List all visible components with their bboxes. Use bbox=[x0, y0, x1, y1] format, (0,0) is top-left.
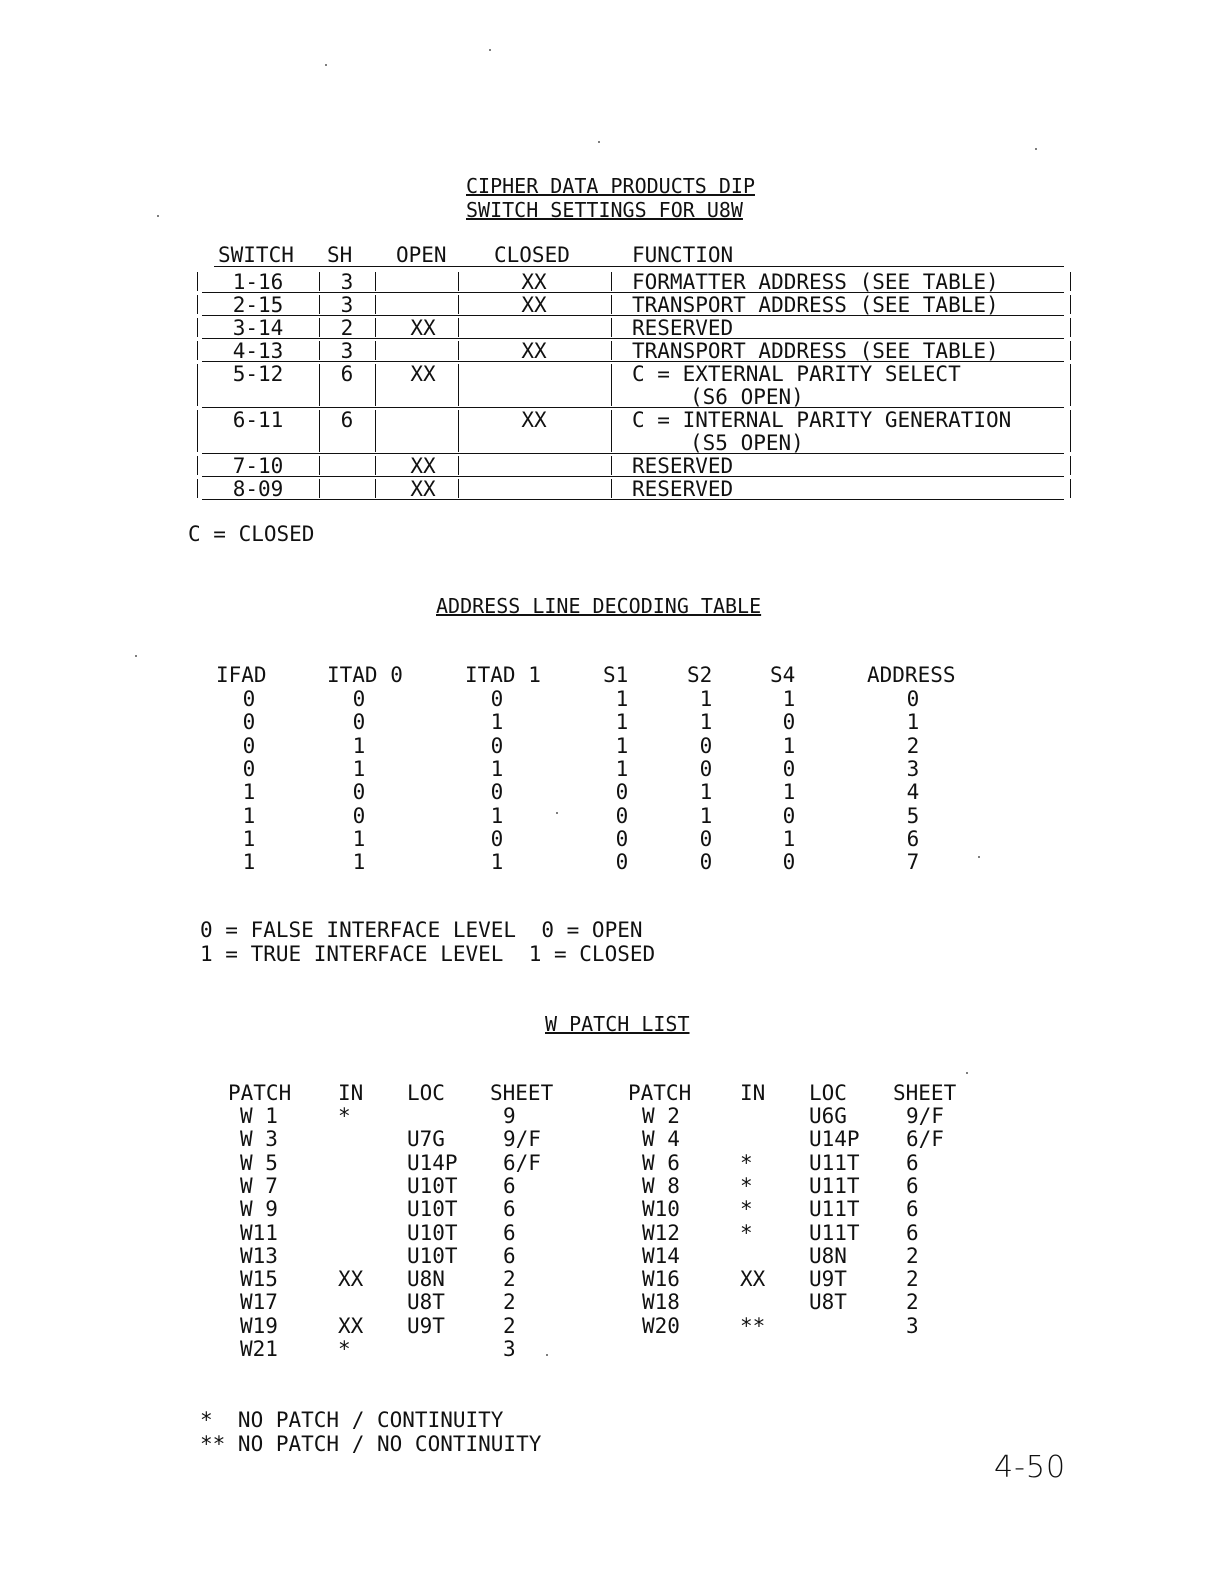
addr-s2-value: 0 bbox=[699, 826, 713, 851]
addr-s4-value: 1 bbox=[782, 687, 796, 711]
addr-address-value: 5 bbox=[906, 803, 920, 828]
column-rule bbox=[375, 272, 376, 291]
addr-itad1-value: 1 bbox=[490, 710, 504, 735]
left-patch-loc: U10T bbox=[407, 1243, 458, 1268]
right-patch-loc: U11T bbox=[809, 1220, 860, 1245]
addr-itad0-value: 1 bbox=[352, 850, 366, 875]
switch-id: 8-09 bbox=[232, 477, 284, 501]
addr-s4-value: 1 bbox=[782, 733, 796, 758]
left-patch-in: * bbox=[338, 1104, 351, 1128]
switch-sh: 3 bbox=[340, 339, 354, 363]
left-patch-patch: W 9 bbox=[240, 1197, 278, 1222]
header-underline bbox=[214, 266, 1064, 267]
speck bbox=[598, 141, 600, 143]
right-patch-patch: W 2 bbox=[642, 1104, 680, 1128]
left-patch-patch: W17 bbox=[240, 1290, 278, 1315]
column-rule bbox=[1070, 341, 1071, 360]
speck bbox=[546, 1354, 548, 1356]
column-rule bbox=[319, 364, 320, 406]
left-patch-loc: U10T bbox=[407, 1173, 458, 1198]
right-patch-patch: W20 bbox=[642, 1313, 680, 1338]
right-patch-patch: W14 bbox=[642, 1243, 680, 1268]
column-rule bbox=[319, 410, 320, 452]
right-patch-sheet: 2 bbox=[906, 1290, 919, 1315]
addr-s1-value: 0 bbox=[615, 803, 629, 828]
switch-id: 3-14 bbox=[232, 316, 284, 340]
switch-function: C = INTERNAL PARITY GENERATION bbox=[632, 408, 1012, 432]
switch-function: RESERVED bbox=[632, 477, 734, 501]
column-rule bbox=[375, 479, 376, 498]
addr-itad1-value: 0 bbox=[490, 780, 504, 805]
addr-ifad-value: 1 bbox=[242, 826, 256, 851]
speck bbox=[489, 49, 491, 51]
column-rule bbox=[458, 295, 459, 314]
switch-id: 4-13 bbox=[232, 339, 284, 363]
left-patch-loc: U7G bbox=[407, 1127, 445, 1152]
addr-s2-value: 0 bbox=[699, 756, 713, 781]
column-rule bbox=[197, 479, 198, 498]
addr-s1-value: 0 bbox=[615, 826, 629, 851]
column-rule bbox=[319, 295, 320, 314]
speck bbox=[966, 1072, 968, 1074]
switch-function: TRANSPORT ADDRESS (SEE TABLE) bbox=[632, 339, 999, 363]
addr-s1-value: 1 bbox=[615, 687, 629, 711]
column-rule bbox=[1070, 410, 1071, 452]
addr-itad0-value: 1 bbox=[352, 733, 366, 758]
right-header-loc: LOC bbox=[809, 1081, 847, 1105]
column-rule bbox=[1070, 318, 1071, 337]
addr-ifad-value: 0 bbox=[242, 756, 256, 781]
left-patch-sheet: 6/F bbox=[503, 1150, 541, 1175]
left-patch-patch: W 1 bbox=[240, 1104, 278, 1128]
switch-function: TRANSPORT ADDRESS (SEE TABLE) bbox=[632, 293, 999, 317]
left-header-loc: LOC bbox=[407, 1081, 445, 1105]
column-rule bbox=[375, 295, 376, 314]
addr-header-s1: S1 bbox=[603, 663, 629, 687]
left-patch-sheet: 6 bbox=[503, 1243, 516, 1268]
addr-ifad-value: 0 bbox=[242, 733, 256, 758]
addr-s4-value: 0 bbox=[782, 850, 796, 875]
column-rule bbox=[1070, 456, 1071, 475]
right-patch-loc: U8T bbox=[809, 1290, 847, 1315]
addr-ifad-value: 1 bbox=[242, 850, 256, 875]
footnote-continuity: * NO PATCH / CONTINUITY bbox=[200, 1408, 504, 1432]
left-patch-loc: U8N bbox=[407, 1267, 445, 1292]
left-header-in: IN bbox=[338, 1081, 364, 1105]
addr-header-s2: S2 bbox=[687, 663, 713, 687]
addr-ifad-value: 0 bbox=[242, 687, 256, 711]
column-rule bbox=[1070, 479, 1071, 498]
addr-ifad-value: 0 bbox=[242, 710, 256, 735]
header-sh: SH bbox=[327, 243, 353, 267]
switch-closed: XX bbox=[521, 293, 547, 317]
left-patch-patch: W15 bbox=[240, 1267, 278, 1292]
right-patch-patch: W16 bbox=[642, 1267, 680, 1292]
left-header-patch: PATCH bbox=[228, 1081, 292, 1105]
closed-legend: C = CLOSED bbox=[188, 522, 315, 546]
column-rule bbox=[611, 479, 612, 498]
patch-list-title: W PATCH LIST bbox=[545, 1012, 690, 1036]
title-line-2: SWITCH SETTINGS FOR U8W bbox=[466, 198, 743, 222]
switch-open: XX bbox=[410, 477, 436, 501]
right-patch-in: * bbox=[740, 1150, 753, 1175]
switch-closed: XX bbox=[521, 339, 547, 363]
left-patch-loc: U10T bbox=[407, 1197, 458, 1222]
column-rule bbox=[1070, 295, 1071, 314]
speck bbox=[978, 856, 980, 858]
right-patch-sheet: 6/F bbox=[906, 1127, 944, 1152]
addr-s4-value: 0 bbox=[782, 710, 796, 735]
addr-address-value: 3 bbox=[906, 756, 920, 781]
switch-closed: XX bbox=[521, 270, 547, 294]
addr-s4-value: 1 bbox=[782, 826, 796, 851]
addr-itad0-value: 1 bbox=[352, 756, 366, 781]
addr-address-value: 7 bbox=[906, 850, 920, 875]
addr-header-address: ADDRESS bbox=[867, 663, 956, 687]
left-patch-patch: W 7 bbox=[240, 1173, 278, 1198]
right-patch-patch: W18 bbox=[642, 1290, 680, 1315]
column-rule bbox=[197, 456, 198, 475]
column-rule bbox=[458, 479, 459, 498]
addr-itad0-value: 0 bbox=[352, 803, 366, 828]
right-patch-loc: U9T bbox=[809, 1267, 847, 1292]
addr-s2-value: 0 bbox=[699, 733, 713, 758]
column-rule bbox=[611, 456, 612, 475]
column-rule bbox=[375, 318, 376, 337]
right-patch-loc: U11T bbox=[809, 1197, 860, 1222]
right-header-patch: PATCH bbox=[628, 1081, 692, 1105]
switch-open: XX bbox=[410, 316, 436, 340]
right-patch-in: ** bbox=[740, 1313, 766, 1338]
column-rule bbox=[611, 410, 612, 452]
column-rule bbox=[319, 479, 320, 498]
column-rule bbox=[611, 272, 612, 291]
addr-itad0-value: 1 bbox=[352, 826, 366, 851]
left-patch-sheet: 9 bbox=[503, 1104, 516, 1128]
right-patch-loc: U11T bbox=[809, 1173, 860, 1198]
addr-address-value: 1 bbox=[906, 710, 920, 735]
column-rule bbox=[375, 341, 376, 360]
right-patch-sheet: 2 bbox=[906, 1243, 919, 1268]
right-patch-patch: W 6 bbox=[642, 1150, 680, 1175]
right-patch-in: XX bbox=[740, 1267, 766, 1292]
left-patch-in: XX bbox=[338, 1267, 364, 1292]
right-patch-sheet: 6 bbox=[906, 1197, 919, 1222]
right-patch-sheet: 6 bbox=[906, 1220, 919, 1245]
addr-header-itad1: ITAD 1 bbox=[465, 663, 541, 687]
left-patch-sheet: 2 bbox=[503, 1267, 516, 1292]
switch-id: 1-16 bbox=[232, 270, 284, 294]
addr-s4-value: 0 bbox=[782, 803, 796, 828]
left-patch-sheet: 2 bbox=[503, 1313, 516, 1338]
column-rule bbox=[319, 272, 320, 291]
column-rule bbox=[611, 318, 612, 337]
switch-function-note: (S6 OPEN) bbox=[690, 385, 804, 409]
right-header-sheet: SHEET bbox=[893, 1081, 957, 1105]
addr-ifad-value: 1 bbox=[242, 803, 256, 828]
addr-header-itad0: ITAD 0 bbox=[327, 663, 403, 687]
column-rule bbox=[319, 318, 320, 337]
switch-sh: 3 bbox=[340, 270, 354, 294]
addr-ifad-value: 1 bbox=[242, 780, 256, 805]
header-function: FUNCTION bbox=[632, 243, 734, 267]
right-patch-patch: W 8 bbox=[642, 1173, 680, 1198]
left-patch-sheet: 2 bbox=[503, 1290, 516, 1315]
column-rule bbox=[458, 318, 459, 337]
addr-s2-value: 1 bbox=[699, 687, 713, 711]
column-rule bbox=[458, 272, 459, 291]
right-header-in: IN bbox=[740, 1081, 766, 1105]
left-patch-patch: W 3 bbox=[240, 1127, 278, 1152]
speck bbox=[1035, 148, 1037, 150]
left-patch-loc: U10T bbox=[407, 1220, 458, 1245]
right-patch-sheet: 9/F bbox=[906, 1104, 944, 1128]
column-rule bbox=[611, 364, 612, 406]
addr-itad1-value: 1 bbox=[490, 850, 504, 875]
switch-function: RESERVED bbox=[632, 316, 734, 340]
page-number: 4-50 bbox=[994, 1450, 1067, 1485]
right-patch-sheet: 2 bbox=[906, 1267, 919, 1292]
left-patch-patch: W19 bbox=[240, 1313, 278, 1338]
header-switch: SWITCH bbox=[218, 243, 294, 267]
column-rule bbox=[1070, 364, 1071, 406]
column-rule bbox=[1070, 272, 1071, 291]
addr-address-value: 0 bbox=[906, 687, 920, 711]
column-rule bbox=[458, 410, 459, 452]
right-patch-sheet: 6 bbox=[906, 1150, 919, 1175]
right-patch-loc: U8N bbox=[809, 1243, 847, 1268]
right-patch-sheet: 3 bbox=[906, 1313, 919, 1338]
column-rule bbox=[375, 410, 376, 452]
addr-itad0-value: 0 bbox=[352, 687, 366, 711]
left-patch-patch: W 5 bbox=[240, 1150, 278, 1175]
left-patch-patch: W13 bbox=[240, 1243, 278, 1268]
switch-sh: 6 bbox=[340, 362, 354, 386]
switch-sh: 6 bbox=[340, 408, 354, 432]
left-patch-loc: U8T bbox=[407, 1290, 445, 1315]
switch-id: 6-11 bbox=[232, 408, 284, 432]
addr-itad1-value: 0 bbox=[490, 733, 504, 758]
column-rule bbox=[375, 364, 376, 406]
switch-function: RESERVED bbox=[632, 454, 734, 478]
column-rule bbox=[197, 272, 198, 291]
switch-sh: 2 bbox=[340, 316, 354, 340]
addr-s2-value: 1 bbox=[699, 803, 713, 828]
left-patch-patch: W11 bbox=[240, 1220, 278, 1245]
speck bbox=[556, 812, 558, 814]
column-rule bbox=[458, 341, 459, 360]
switch-id: 7-10 bbox=[232, 454, 284, 478]
switch-id: 2-15 bbox=[232, 293, 284, 317]
left-patch-in: XX bbox=[338, 1313, 364, 1338]
addr-address-value: 6 bbox=[906, 826, 920, 851]
left-patch-loc: U14P bbox=[407, 1150, 458, 1175]
switch-function-note: (S5 OPEN) bbox=[690, 431, 804, 455]
switch-function: FORMATTER ADDRESS (SEE TABLE) bbox=[632, 270, 999, 294]
speck bbox=[157, 215, 159, 217]
left-patch-sheet: 6 bbox=[503, 1173, 516, 1198]
left-patch-sheet: 6 bbox=[503, 1220, 516, 1245]
speck bbox=[325, 64, 327, 66]
right-patch-patch: W12 bbox=[642, 1220, 680, 1245]
addr-s1-value: 1 bbox=[615, 733, 629, 758]
column-rule bbox=[197, 364, 198, 406]
right-patch-loc: U14P bbox=[809, 1127, 860, 1152]
addr-s1-value: 0 bbox=[615, 780, 629, 805]
switch-closed: XX bbox=[521, 408, 547, 432]
column-rule bbox=[197, 341, 198, 360]
addr-s2-value: 1 bbox=[699, 780, 713, 805]
left-patch-sheet: 9/F bbox=[503, 1127, 541, 1152]
switch-function: C = EXTERNAL PARITY SELECT bbox=[632, 362, 961, 386]
right-patch-in: * bbox=[740, 1173, 753, 1198]
addr-s4-value: 1 bbox=[782, 780, 796, 805]
left-patch-loc: U9T bbox=[407, 1313, 445, 1338]
footnote-no-continuity: ** NO PATCH / NO CONTINUITY bbox=[200, 1432, 542, 1456]
switch-sh: 3 bbox=[340, 293, 354, 317]
left-patch-sheet: 6 bbox=[503, 1197, 516, 1222]
addr-itad1-value: 0 bbox=[490, 826, 504, 851]
addr-address-value: 4 bbox=[906, 780, 920, 805]
level-legend-2: 1 = TRUE INTERFACE LEVEL 1 = CLOSED bbox=[200, 942, 656, 966]
header-open: OPEN bbox=[396, 243, 447, 267]
level-legend-1: 0 = FALSE INTERFACE LEVEL 0 = OPEN bbox=[200, 918, 643, 942]
column-rule bbox=[458, 364, 459, 406]
column-rule bbox=[319, 456, 320, 475]
column-rule bbox=[197, 295, 198, 314]
right-patch-in: * bbox=[740, 1220, 753, 1245]
addr-itad0-value: 0 bbox=[352, 780, 366, 805]
right-patch-in: * bbox=[740, 1197, 753, 1222]
header-closed: CLOSED bbox=[494, 243, 570, 267]
left-patch-patch: W21 bbox=[240, 1337, 278, 1361]
column-rule bbox=[197, 318, 198, 337]
addr-s1-value: 1 bbox=[615, 710, 629, 735]
addr-itad1-value: 0 bbox=[490, 687, 504, 711]
left-patch-sheet: 3 bbox=[503, 1337, 516, 1361]
column-rule bbox=[197, 410, 198, 452]
addr-s4-value: 0 bbox=[782, 756, 796, 781]
right-patch-patch: W10 bbox=[642, 1197, 680, 1222]
right-patch-patch: W 4 bbox=[642, 1127, 680, 1152]
addr-address-value: 2 bbox=[906, 733, 920, 758]
right-patch-loc: U6G bbox=[809, 1104, 847, 1128]
left-header-sheet: SHEET bbox=[490, 1081, 554, 1105]
right-patch-sheet: 6 bbox=[906, 1173, 919, 1198]
column-rule bbox=[458, 456, 459, 475]
column-rule bbox=[611, 341, 612, 360]
addr-s2-value: 0 bbox=[699, 850, 713, 875]
title-line-1: CIPHER DATA PRODUCTS DIP bbox=[466, 174, 755, 198]
right-patch-loc: U11T bbox=[809, 1150, 860, 1175]
addr-header-ifad: IFAD bbox=[216, 663, 267, 687]
addr-s1-value: 1 bbox=[615, 756, 629, 781]
column-rule bbox=[319, 341, 320, 360]
addr-s1-value: 0 bbox=[615, 850, 629, 875]
addr-itad1-value: 1 bbox=[490, 756, 504, 781]
column-rule bbox=[375, 456, 376, 475]
addr-itad0-value: 0 bbox=[352, 710, 366, 735]
switch-id: 5-12 bbox=[232, 362, 284, 386]
addr-s2-value: 1 bbox=[699, 710, 713, 735]
address-table-title: ADDRESS LINE DECODING TABLE bbox=[436, 594, 762, 618]
addr-header-s4: S4 bbox=[770, 663, 796, 687]
speck bbox=[135, 655, 137, 657]
switch-open: XX bbox=[410, 454, 436, 478]
column-rule bbox=[611, 295, 612, 314]
addr-itad1-value: 1 bbox=[490, 803, 504, 828]
switch-open: XX bbox=[410, 362, 436, 386]
left-patch-in: * bbox=[338, 1337, 351, 1361]
